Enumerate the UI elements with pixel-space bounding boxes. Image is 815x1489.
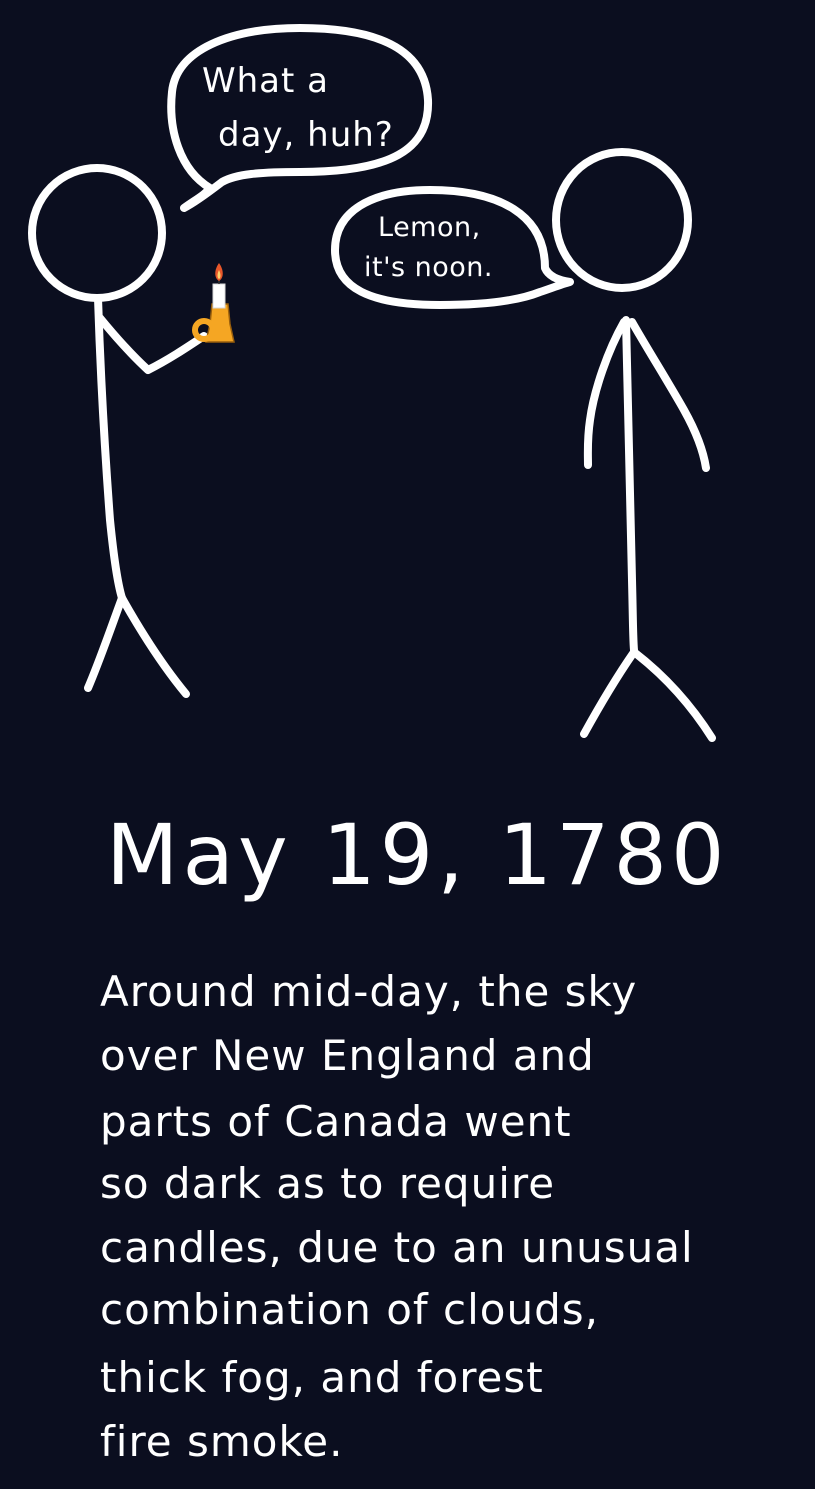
right-figure-left-arm <box>588 322 624 465</box>
right-bubble-line2: it's noon. <box>364 252 494 283</box>
right-figure-legs <box>584 652 712 738</box>
date-heading: May 19, 1780 <box>106 806 729 904</box>
right-bubble-line1: Lemon, <box>378 212 481 243</box>
left-bubble-line1: What a <box>202 61 329 101</box>
caption-line: fire smoke. <box>100 1417 344 1466</box>
caption-line: over New England and <box>100 1031 595 1080</box>
left-stick-figure <box>32 168 204 694</box>
left-figure-head <box>32 168 162 298</box>
right-figure-body <box>626 320 634 650</box>
caption-line: Around mid-day, the sky <box>100 967 638 1016</box>
candle-icon <box>195 263 234 342</box>
left-speech-bubble <box>171 28 428 208</box>
caption-line: parts of Canada went <box>100 1097 572 1146</box>
left-figure-legs <box>88 598 186 694</box>
caption-line: thick fog, and forest <box>100 1353 544 1402</box>
right-stick-figure <box>556 152 712 738</box>
left-bubble-line2: day, huh? <box>218 115 394 155</box>
right-figure-head <box>556 152 688 288</box>
right-speech-bubble <box>335 190 570 305</box>
caption-paragraph <box>100 967 694 1466</box>
left-figure-arm <box>100 318 204 370</box>
right-figure-right-arm <box>632 322 706 468</box>
caption-line: so dark as to require <box>100 1159 556 1208</box>
caption-line: candles, due to an unusual <box>100 1223 694 1272</box>
caption-line: combination of clouds, <box>100 1285 599 1334</box>
